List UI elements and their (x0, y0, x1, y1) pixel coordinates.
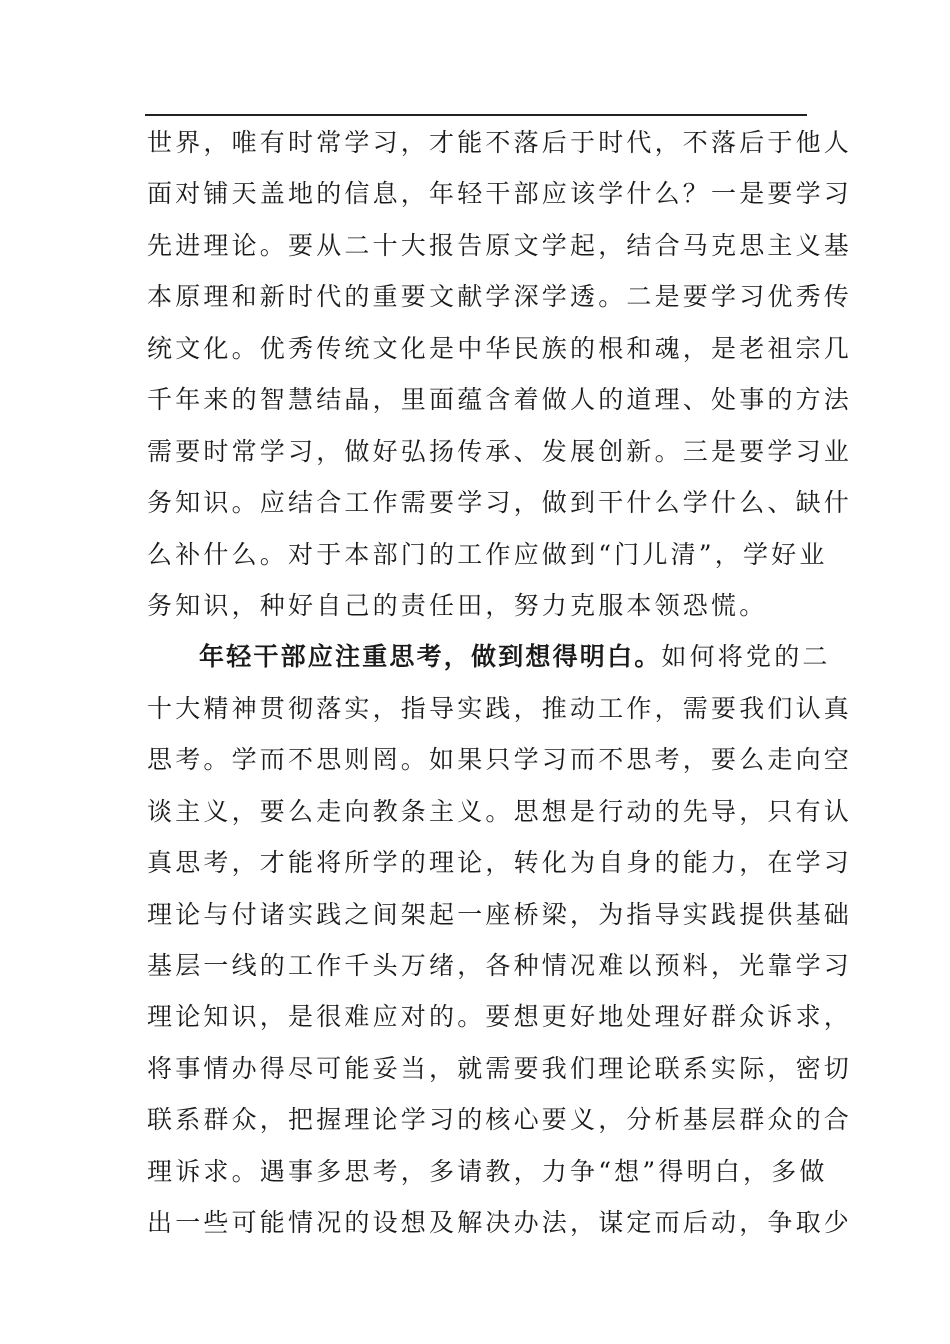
text-line: 思考。学而不思则罔。如果只学习而不思考，要么走向空 (147, 745, 853, 775)
text-line: 统文化。优秀传统文化是中华民族的根和魂，是老祖宗几 (147, 333, 853, 363)
text-line: 世界，唯有时常学习，才能不落后于时代，不落后于他人 (147, 128, 853, 157)
text-line: 么补什么。对于本部门的工作应做到“门儿清”，学好业 (147, 539, 828, 569)
text-line: 联系群众，把握理论学习的核心要义，分析基层群众的合 (147, 1105, 853, 1135)
paragraph-first-line (147, 631, 831, 682)
text-line: 理论与付诸实践之间架起一座桥梁，为指导实践提供基础 (147, 899, 853, 929)
text-line: 真思考，才能将所学的理论，转化为自身的能力，在学习 (147, 848, 853, 878)
text-line: 需要时常学习，做好弘扬传承、发展创新。三是要学习业 (147, 436, 853, 466)
text-line: 理论知识，是很难应对的。要想更好地处理好群众诉求， (147, 1002, 853, 1032)
header-rule (145, 114, 807, 116)
text-line: 十大精神贯彻落实，指导实践，推动工作，需要我们认真 (147, 693, 853, 723)
paragraph-lead-sentence: 年轻干部应注重思考，做到想得明白。 (199, 642, 662, 672)
text-line: 谈主义，要么走向教条主义。思想是行动的先导，只有认 (147, 796, 853, 826)
text-line: 出一些可能情况的设想及解决办法，谋定而后动，争取少 (147, 1208, 853, 1238)
text-line: 将事情办得尽可能妥当，就需要我们理论联系实际，密切 (147, 1053, 853, 1083)
text-line: 务知识，种好自己的责任田，努力克服本领恐慌。 (147, 590, 768, 620)
text-line: 理诉求。遇事多思考，多请教，力争“想”得明白，多做 (147, 1156, 828, 1186)
text-line: 务知识。应结合工作需要学习，做到干什么学什么、缺什 (147, 488, 853, 518)
text-line: 本原理和新时代的重要文献学深学透。二是要学习优秀传 (147, 282, 853, 312)
document-body (147, 117, 853, 1249)
text-line: 基层一线的工作千头万绪，各种情况难以预料，光靠学习 (147, 951, 853, 980)
text-line: 面对铺天盖地的信息，年轻干部应该学什么？一是要学习 (147, 179, 853, 209)
text-line: 千年来的智慧结晶，里面蕴含着做人的道理、处事的方法 (147, 385, 853, 415)
paragraph-first-line-rest: 如何将党的二 (661, 642, 831, 672)
text-line: 先进理论。要从二十大报告原文学起，结合马克思主义基 (147, 230, 853, 260)
